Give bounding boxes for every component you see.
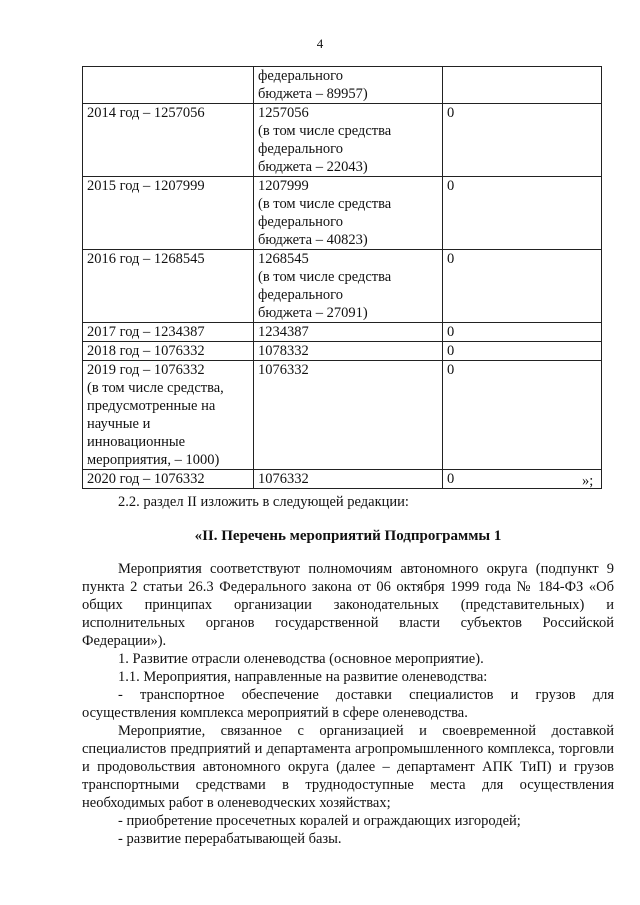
table-row — [83, 361, 602, 470]
table-row — [83, 470, 602, 489]
section-heading: «II. Перечень мероприятий Подпрограммы 1 — [194, 528, 502, 544]
other-cell: 0 — [443, 250, 602, 323]
paragraph: - транспортное обеспечение доставки специалистов и грузов для осуществления комплекса мероприятий в сфере оленеводства. — [82, 687, 614, 721]
paragraph: - развитие перерабатывающей базы. — [118, 831, 342, 847]
year-cell — [83, 67, 254, 104]
body-text — [82, 560, 614, 848]
table-row — [83, 342, 602, 361]
total-cell: 1257056 (в том числе средства федерального бюджета – 22043) — [254, 104, 443, 177]
year-cell: 2016 год – 1268545 — [83, 250, 254, 323]
table-row — [83, 250, 602, 323]
other-cell: 0 — [443, 323, 602, 342]
paragraph: 1. Развитие отрасли оленеводства (основное мероприятие). — [118, 651, 484, 667]
other-cell: 0 — [443, 361, 602, 470]
total-cell: 1207999 (в том числе средства федерального бюджета – 40823) — [254, 177, 443, 250]
paragraph: 1.1. Мероприятия, направленные на развитие оленеводства: — [118, 669, 488, 685]
closing-quote: »; — [582, 473, 594, 489]
table-row — [83, 177, 602, 250]
year-cell: 2015 год – 1207999 — [83, 177, 254, 250]
year-cell: 2020 год – 1076332 — [83, 470, 254, 489]
other-cell: 0 — [443, 104, 602, 177]
paragraph: - приобретение просечетных коралей и ограждающих изгородей; — [118, 813, 521, 829]
total-cell: 1076332 — [254, 470, 443, 489]
total-cell: 1078332 — [254, 342, 443, 361]
page-number: 4 — [316, 36, 324, 51]
total-cell: федерального бюджета – 89957) — [254, 67, 443, 104]
total-cell: 1268545 (в том числе средства федерального бюджета – 27091) — [254, 250, 443, 323]
other-cell: 0 — [443, 470, 602, 489]
total-cell: 1234387 — [254, 323, 443, 342]
total-cell: 1076332 — [254, 361, 443, 470]
year-cell: 2019 год – 1076332 (в том числе средства, предусмотренные на научные и инновационные мероприятия, – 1000) — [83, 361, 254, 470]
funding-table — [82, 66, 602, 489]
year-cell: 2017 год – 1234387 — [83, 323, 254, 342]
paragraph: Мероприятия соответствуют полномочиям автономного округа (подпункт 9 пункта 2 статьи 26.3 Федерального закона от 06 октября 1999 года № 184-ФЗ «Об общих принципах организации законодательных (представительных) и исполнительных органов государственной власти субъектов Российской Федерации»). — [82, 561, 614, 649]
other-cell — [443, 67, 602, 104]
other-cell: 0 — [443, 342, 602, 361]
other-cell: 0 — [443, 177, 602, 250]
paragraph: Мероприятие, связанное с организацией и своевременной доставкой специалистов предприятий и департамента агропромышленного комплекса, торговли и продовольствия автономного округа (далее – департамент АПК ТиП) и грузов транспортными средствами в труднодоступные места для осуществления необходимых работ в оленеводческих хозяйствах; — [82, 723, 614, 811]
year-cell: 2014 год – 1257056 — [83, 104, 254, 177]
year-cell: 2018 год – 1076332 — [83, 342, 254, 361]
table-row — [83, 67, 602, 104]
section-instruction: 2.2. раздел II изложить в следующей редакции: — [118, 494, 409, 510]
table-row — [83, 323, 602, 342]
table-row — [83, 104, 602, 177]
